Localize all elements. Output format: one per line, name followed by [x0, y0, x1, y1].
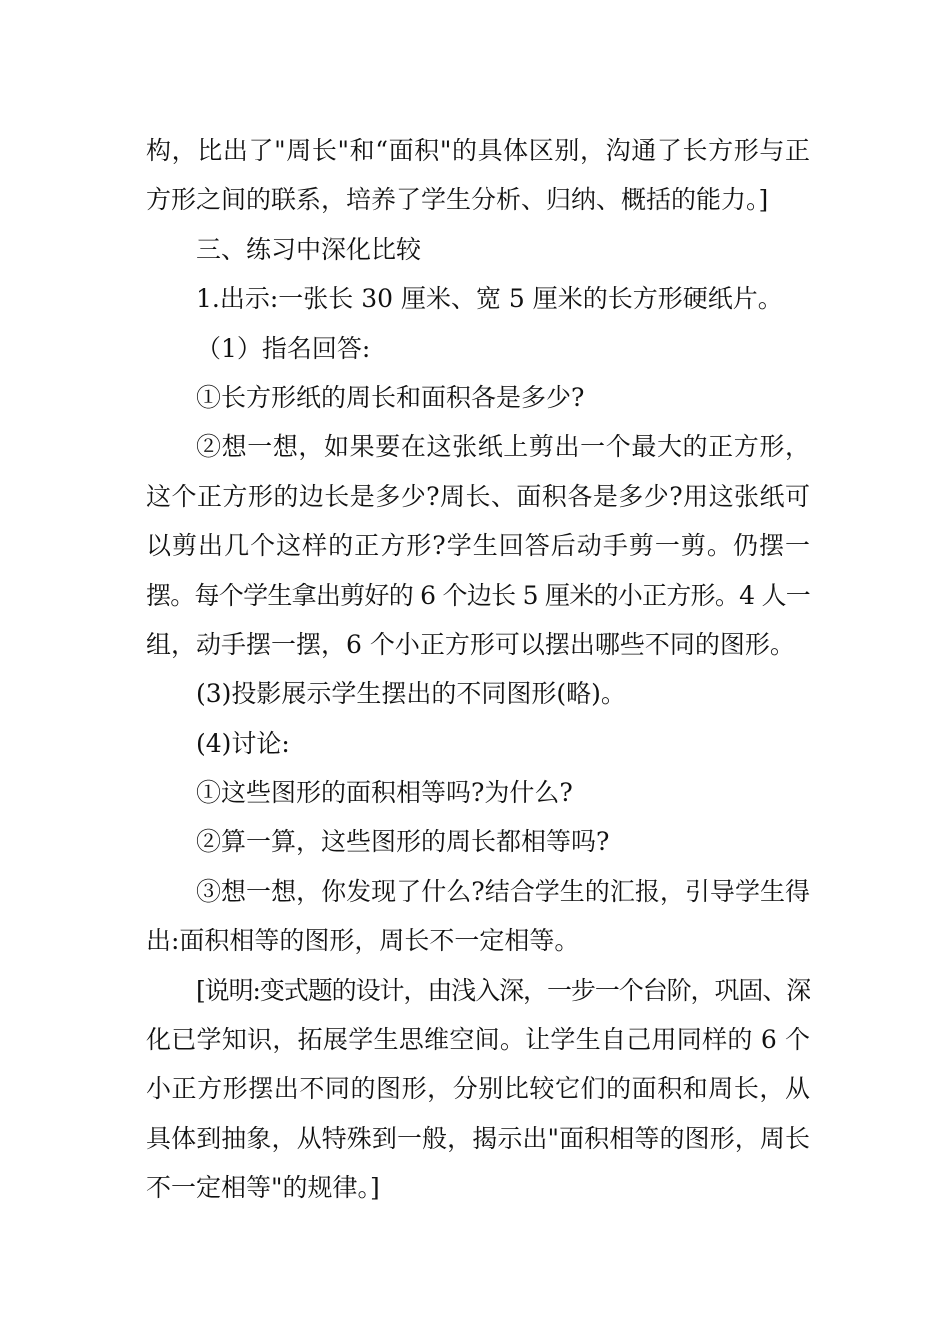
- document-body: [146, 126, 810, 1213]
- text-line: ①这些图形的面积相等吗?为什么?: [196, 778, 573, 808]
- text-line: 这个正方形的边长是多少?周长、面积各是多少?用这张纸可: [146, 481, 810, 511]
- text-line: ②想一想，如果要在这张纸上剪出一个最大的正方形，: [196, 432, 810, 462]
- text-line: 具体到抽象，从特殊到一般，揭示出"面积相等的图形，周长: [146, 1123, 810, 1153]
- text-line: (4)讨论:: [196, 728, 290, 758]
- text-line: ①长方形纸的周长和面积各是多少?: [196, 382, 585, 412]
- text-line: 以剪出几个这样的正方形?学生回答后动手剪一剪。仍摆一: [146, 531, 810, 561]
- text-line: 构，比出了"周长"和“面积"的具体区别，沟通了长方形与正: [146, 136, 810, 165]
- text-line: ②算一算，这些图形的周长都相等吗?: [196, 827, 610, 857]
- text-line: [说明:变式题的设计，由浅入深，一步一个台阶，巩固、深: [196, 975, 810, 1005]
- text-line: 方形之间的联系，培养了学生分析、归纳、概括的能力。]: [146, 185, 769, 215]
- text-line: （1）指名回答:: [196, 333, 371, 363]
- text-line: 化已学知识，拓展学生思维空间。让学生自己用同样的 6 个: [146, 1025, 810, 1055]
- text-line: 出:面积相等的图形，周长不一定相等。: [146, 926, 580, 956]
- text-line: 小正方形摆出不同的图形，分别比较它们的面积和周长，从: [146, 1074, 810, 1104]
- text-line: 1.出示:一张长 30 厘米、宽 5 厘米的长方形硬纸片。: [196, 284, 783, 314]
- text-line: 摆。每个学生拿出剪好的 6 个边长 5 厘米的小正方形。4 人一: [146, 580, 810, 610]
- text-line: (3)投影展示学生摆出的不同图形(略)。: [196, 679, 626, 709]
- section-heading: 三、练习中深化比较: [196, 234, 422, 264]
- text-line: 组，动手摆一摆，6 个小正方形可以摆出哪些不同的图形。: [146, 629, 795, 659]
- text-line: ③想一想，你发现了什么?结合学生的汇报，引导学生得: [196, 876, 810, 906]
- text-line: 不一定相等"的规律。]: [146, 1173, 380, 1203]
